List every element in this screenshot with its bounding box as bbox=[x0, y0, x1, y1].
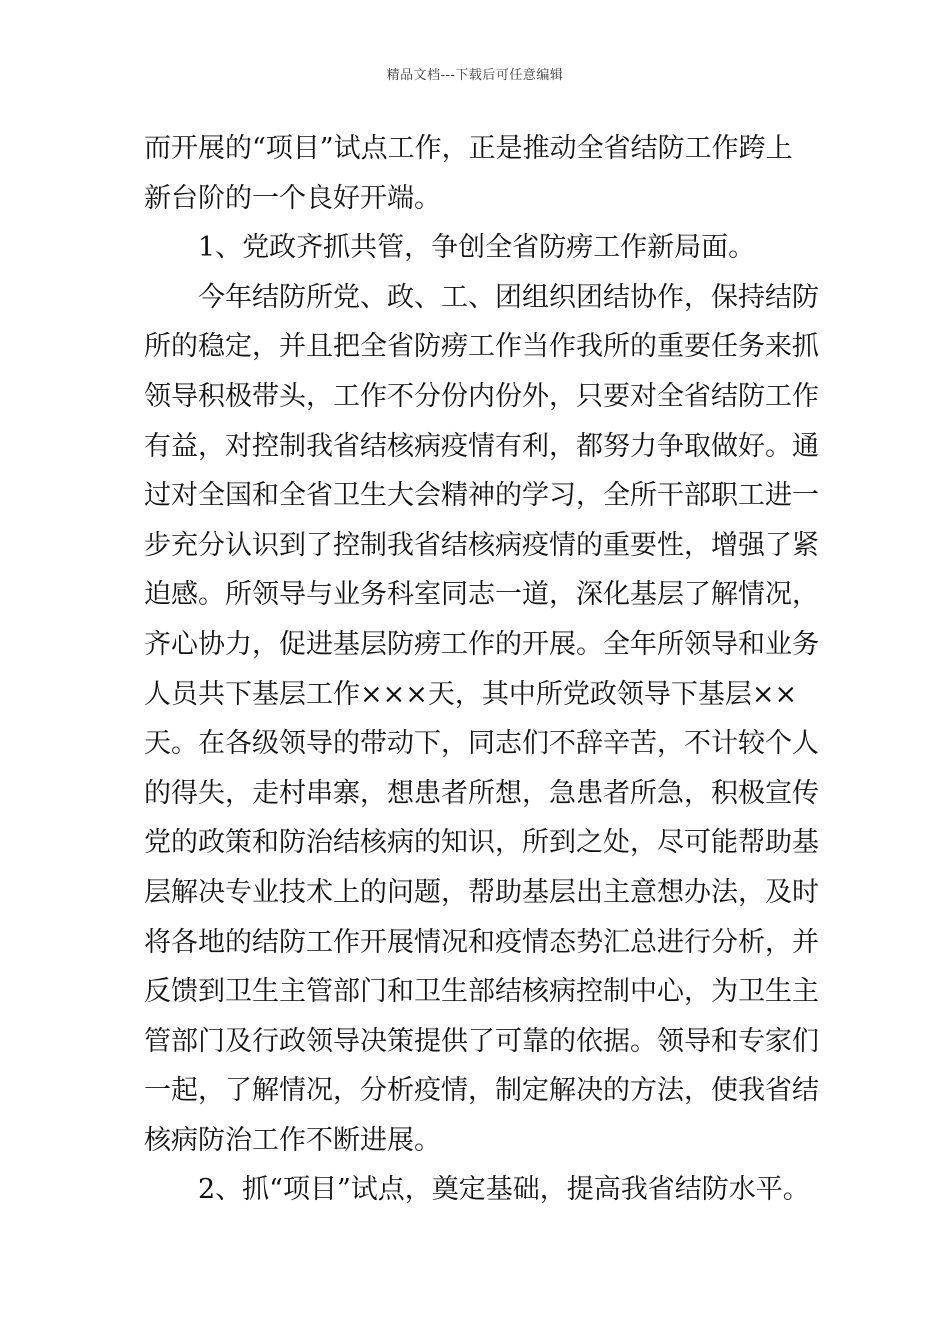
text-line: 有益，对控制我省结核病疫情有利，都努力争取做好。通 bbox=[144, 430, 819, 462]
text-line: 反馈到卫生主管部门和卫生部结核病控制中心，为卫生主 bbox=[144, 976, 819, 1008]
text-line: 核病防治工作不断进展。 bbox=[144, 1124, 441, 1156]
text-line: 天。在各级领导的带动下，同志们不辞辛苦，不计较个人 bbox=[144, 728, 819, 760]
text-line: 步充分认识到了控制我省结核病疫情的重要性，增强了紧 bbox=[144, 529, 819, 561]
text-line: 人员共下基层工作×××天，其中所党政领导下基层×× bbox=[144, 678, 798, 710]
text-line: 今年结防所党、政、工、团组织团结协作，保持结防 bbox=[198, 281, 819, 313]
text-line: 新台阶的一个良好开端。 bbox=[144, 182, 441, 214]
text-line: 的得失，走村串寨，想患者所想，急患者所急，积极宣传 bbox=[144, 777, 819, 809]
section-heading-2: 2、抓“项目”试点，奠定基础，提高我省结防水平。 bbox=[198, 1174, 810, 1206]
document-body bbox=[144, 124, 819, 1215]
text-line: 所的稳定，并且把全省防痨工作当作我所的重要任务来抓 bbox=[144, 331, 819, 363]
text-line: 过对全国和全省卫生大会精神的学习，全所干部职工进一 bbox=[144, 480, 819, 512]
text-line: 迫感。所领导与业务科室同志一道，深化基层了解情况， bbox=[144, 579, 819, 611]
text-line: 而开展的“项目”试点工作，正是推动全省结防工作跨上 bbox=[144, 133, 793, 164]
text-line: 一起，了解情况，分析疫情，制定解决的方法，使我省结 bbox=[144, 1075, 819, 1107]
text-line: 将各地的结防工作开展情况和疫情态势汇总进行分析，并 bbox=[144, 926, 819, 958]
text-line: 党的政策和防治结核病的知识，所到之处，尽可能帮助基 bbox=[144, 827, 819, 859]
text-line: 管部门及行政领导决策提供了可靠的依据。领导和专家们 bbox=[144, 1025, 819, 1057]
text-line: 领导积极带头，工作不分份内份外，只要对全省结防工作 bbox=[144, 380, 819, 412]
page-header: 精品文档---下载后可任意编辑 bbox=[386, 68, 564, 83]
section-heading-1: 1、党政齐抓共管，争创全省防痨工作新局面。 bbox=[198, 232, 756, 264]
text-line: 层解决专业技术上的问题，帮助基层出主意想办法，及时 bbox=[144, 876, 819, 908]
text-line: 齐心协力，促进基层防痨工作的开展。全年所领导和业务 bbox=[144, 628, 819, 660]
